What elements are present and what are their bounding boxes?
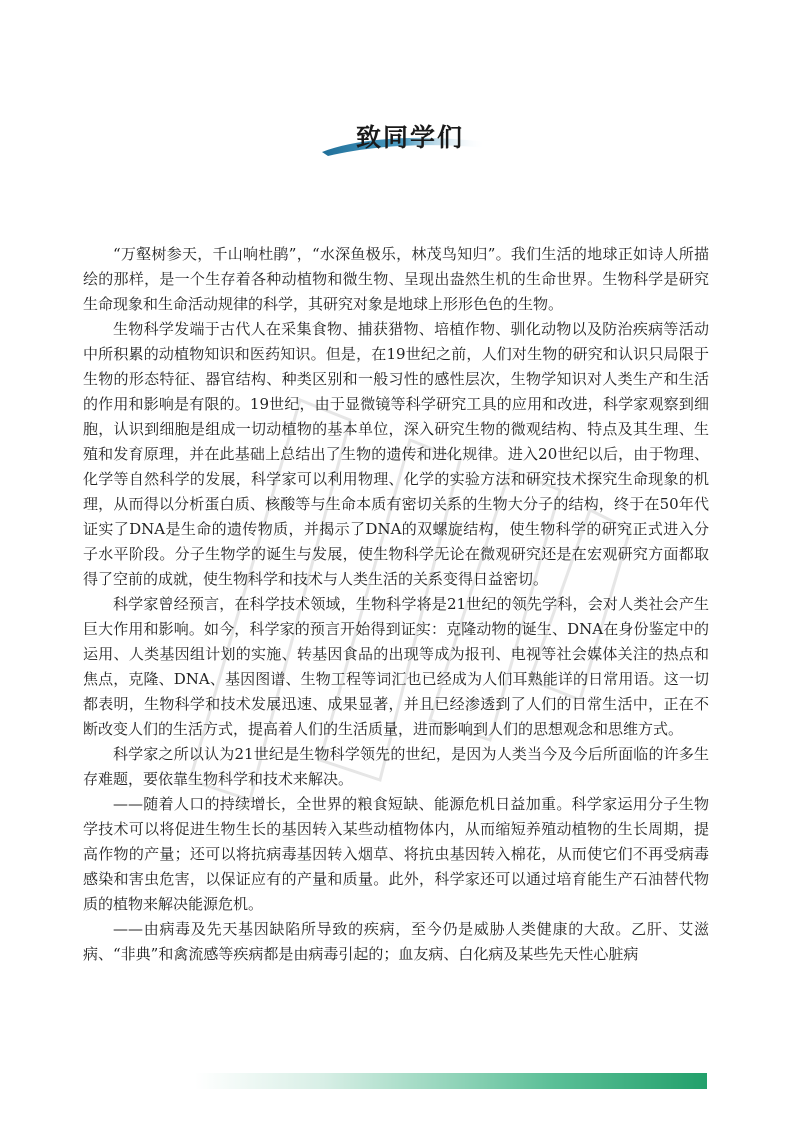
footer-gradient-bar	[195, 1073, 707, 1089]
paragraph-3: 科学家曾经预言，在科学技术领域，生物科学将是21世纪的领先学科，会对人类社会产生巨大作用和影响。如今，科学家的预言开始得到证实：克隆动物的诞生、DNA在身份鉴定中的运用、人类基因组计划的实施、转基因食品的出现等成为报刊、电视等社会媒体关注的热点和焦点，克隆、DNA、基因图谱、生物工程等词汇也已经成为人们耳熟能详的日常用语。这一切都表明，生物科学和技术发展迅速、成果显著，并且已经渗透到了人们的日常生活中，正在不断改变人们的生活方式，提高着人们的生活质量，进而影响到人们的思想观念和思维方式。	[83, 595, 709, 738]
page-title-block	[318, 112, 488, 158]
letter-body	[83, 242, 709, 967]
paragraph-2: 生物科学发端于古代人在采集食物、捕获猎物、培植作物、驯化动物以及防治疾病等活动中所积累的动植物知识和医药知识。但是，在19世纪之前，人们对生物的研究和认识只局限于生物的形态特征、器官结构、种类区别和一般习性的感性层次，生物学知识对人类生产和生活的作用和影响是有限的。19世纪，由于显微镜等科学研究工具的应用和改进，科学家观察到细胞，认识到细胞是组成一切动植物的基本单位，深入研究生物的微观结构、特点及其生理、生殖和发育原理，并在此基础上总结出了生物的遗传和进化规律。进入20世纪以后，由于物理、化学等自然科学的发展，科学家可以利用物理、化学的实验方法和研究技术探究生命现象的机理，从而得以分析蛋白质、核酸等与生命本质有密切关系的生物大分子的结构，终于在50年代证实了DNA是生命的遗传物质，并揭示了DNA的双螺旋结构，使生物科学的研究正式进入分子水平阶段。分子生物学的诞生与发展，使生物科学无论在微观研究还是在宏观研究方面都取得了空前的成就，使生物科学和技术与人类生活的关系变得日益密切。	[83, 320, 709, 588]
paragraph-1: “万壑树参天，千山响杜鹃”，“水深鱼极乐，林茂鸟知归”。我们生活的地球正如诗人所描绘的那样，是一个生存着各种动植物和微生物、呈现出盎然生机的生命世界。生物科学是研究生命现象和生命活动规律的科学，其研究对象是地球上形形色色的生物。	[83, 245, 709, 313]
paragraph-5: ——随着人口的持续增长，全世界的粮食短缺、能源危机日益加重。科学家运用分子生物学技术可以将促进生物生长的基因转入某些动植物体内，从而缩短养殖动植物的生长周期，提高作物的产量；还可以将抗病毒基因转入烟草、将抗虫基因转入棉花，从而使它们不再受病毒感染和害虫危害，以保证应有的产量和质量。此外，科学家还可以通过培育能生产石油替代物质的植物来解决能源危机。	[83, 795, 709, 913]
paragraph-6: ——由病毒及先天基因缺陷所导致的疾病，至今仍是威胁人类健康的大敌。乙肝、艾滋病、“非典”和禽流感等疾病都是由病毒引起的；血友病、白化病及某些先天性心脏病	[83, 920, 709, 963]
page-title: 致同学们	[355, 123, 464, 152]
paragraph-4: 科学家之所以认为21世纪是生物科学领先的世纪，是因为人类当今及今后所面临的许多生存难题，要依靠生物科学和技术来解决。	[83, 745, 709, 788]
